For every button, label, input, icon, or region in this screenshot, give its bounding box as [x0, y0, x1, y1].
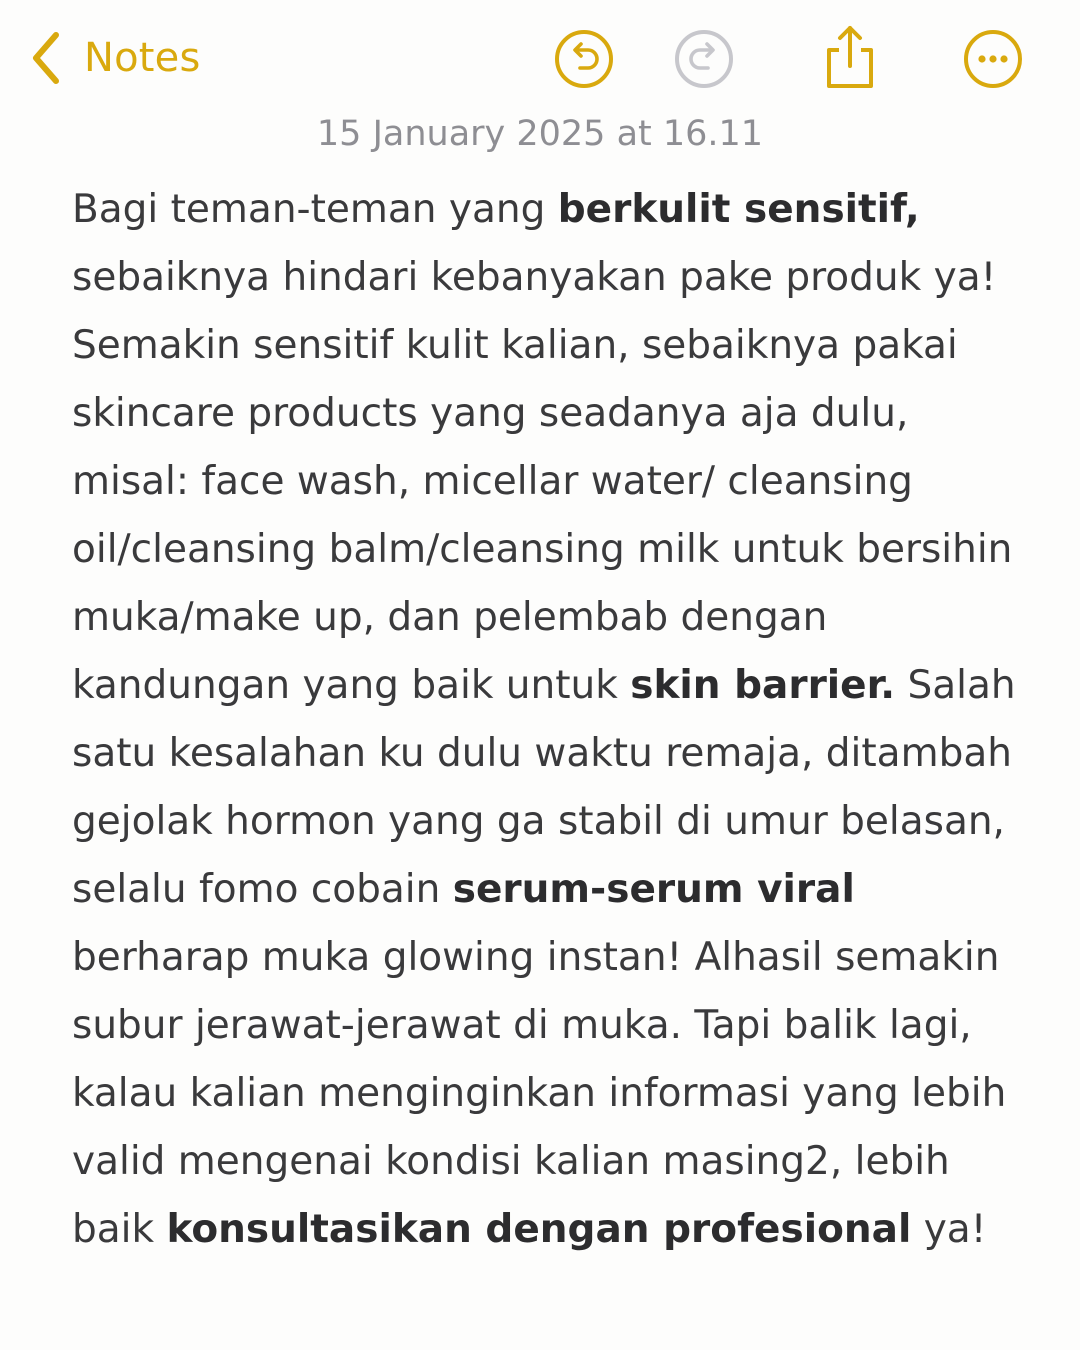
note-text: ya! [911, 1207, 987, 1252]
note-body[interactable] [72, 176, 1032, 1264]
note-text: Salah satu kesalahan ku dulu waktu remaja, ditambah gejolak hormon yang ga stabil di umur belasan, selalu fomo cobain [72, 663, 1016, 912]
note-timestamp: 15 January 2025 at 16.11 [316, 114, 764, 154]
back-label: Notes [84, 35, 201, 81]
bold-text: berkulit sensitif, [557, 187, 920, 232]
chevron-left-icon [28, 30, 62, 86]
back-button[interactable] [28, 26, 201, 90]
bold-text: skin barrier. [630, 663, 896, 708]
more-icon [962, 28, 1024, 90]
share-button[interactable] [819, 24, 881, 90]
redo-button[interactable] [673, 28, 735, 90]
undo-icon [553, 28, 615, 90]
bold-text: serum-serum viral [452, 867, 855, 912]
note-text: sebaiknya hindari kebanyakan pake produk ya! Semakin sensitif kulit kalian, sebaiknya pakai skincare products yang seadanya aja dulu, misal: face wash, micellar water/ cleansing oil/cleansing balm/cleansing milk untuk bersihin muka/make up, dan pelembab dengan kandungan yang baik untuk [72, 255, 1013, 708]
note-text: berharap muka glowing instan! Alhasil semakin subur jerawat-jerawat di muka. Tapi balik lagi, kalau kalian menginginkan informasi yang lebih valid mengenai kondisi kalian masing2, lebih baik [72, 935, 1007, 1252]
bold-text: konsultasikan dengan profesional [166, 1207, 912, 1252]
navigation-bar [0, 0, 1080, 118]
undo-button[interactable] [553, 28, 615, 90]
redo-icon [673, 28, 735, 90]
note-text: Bagi teman-teman yang [72, 187, 558, 232]
share-icon [819, 24, 881, 90]
more-button[interactable] [962, 28, 1024, 90]
